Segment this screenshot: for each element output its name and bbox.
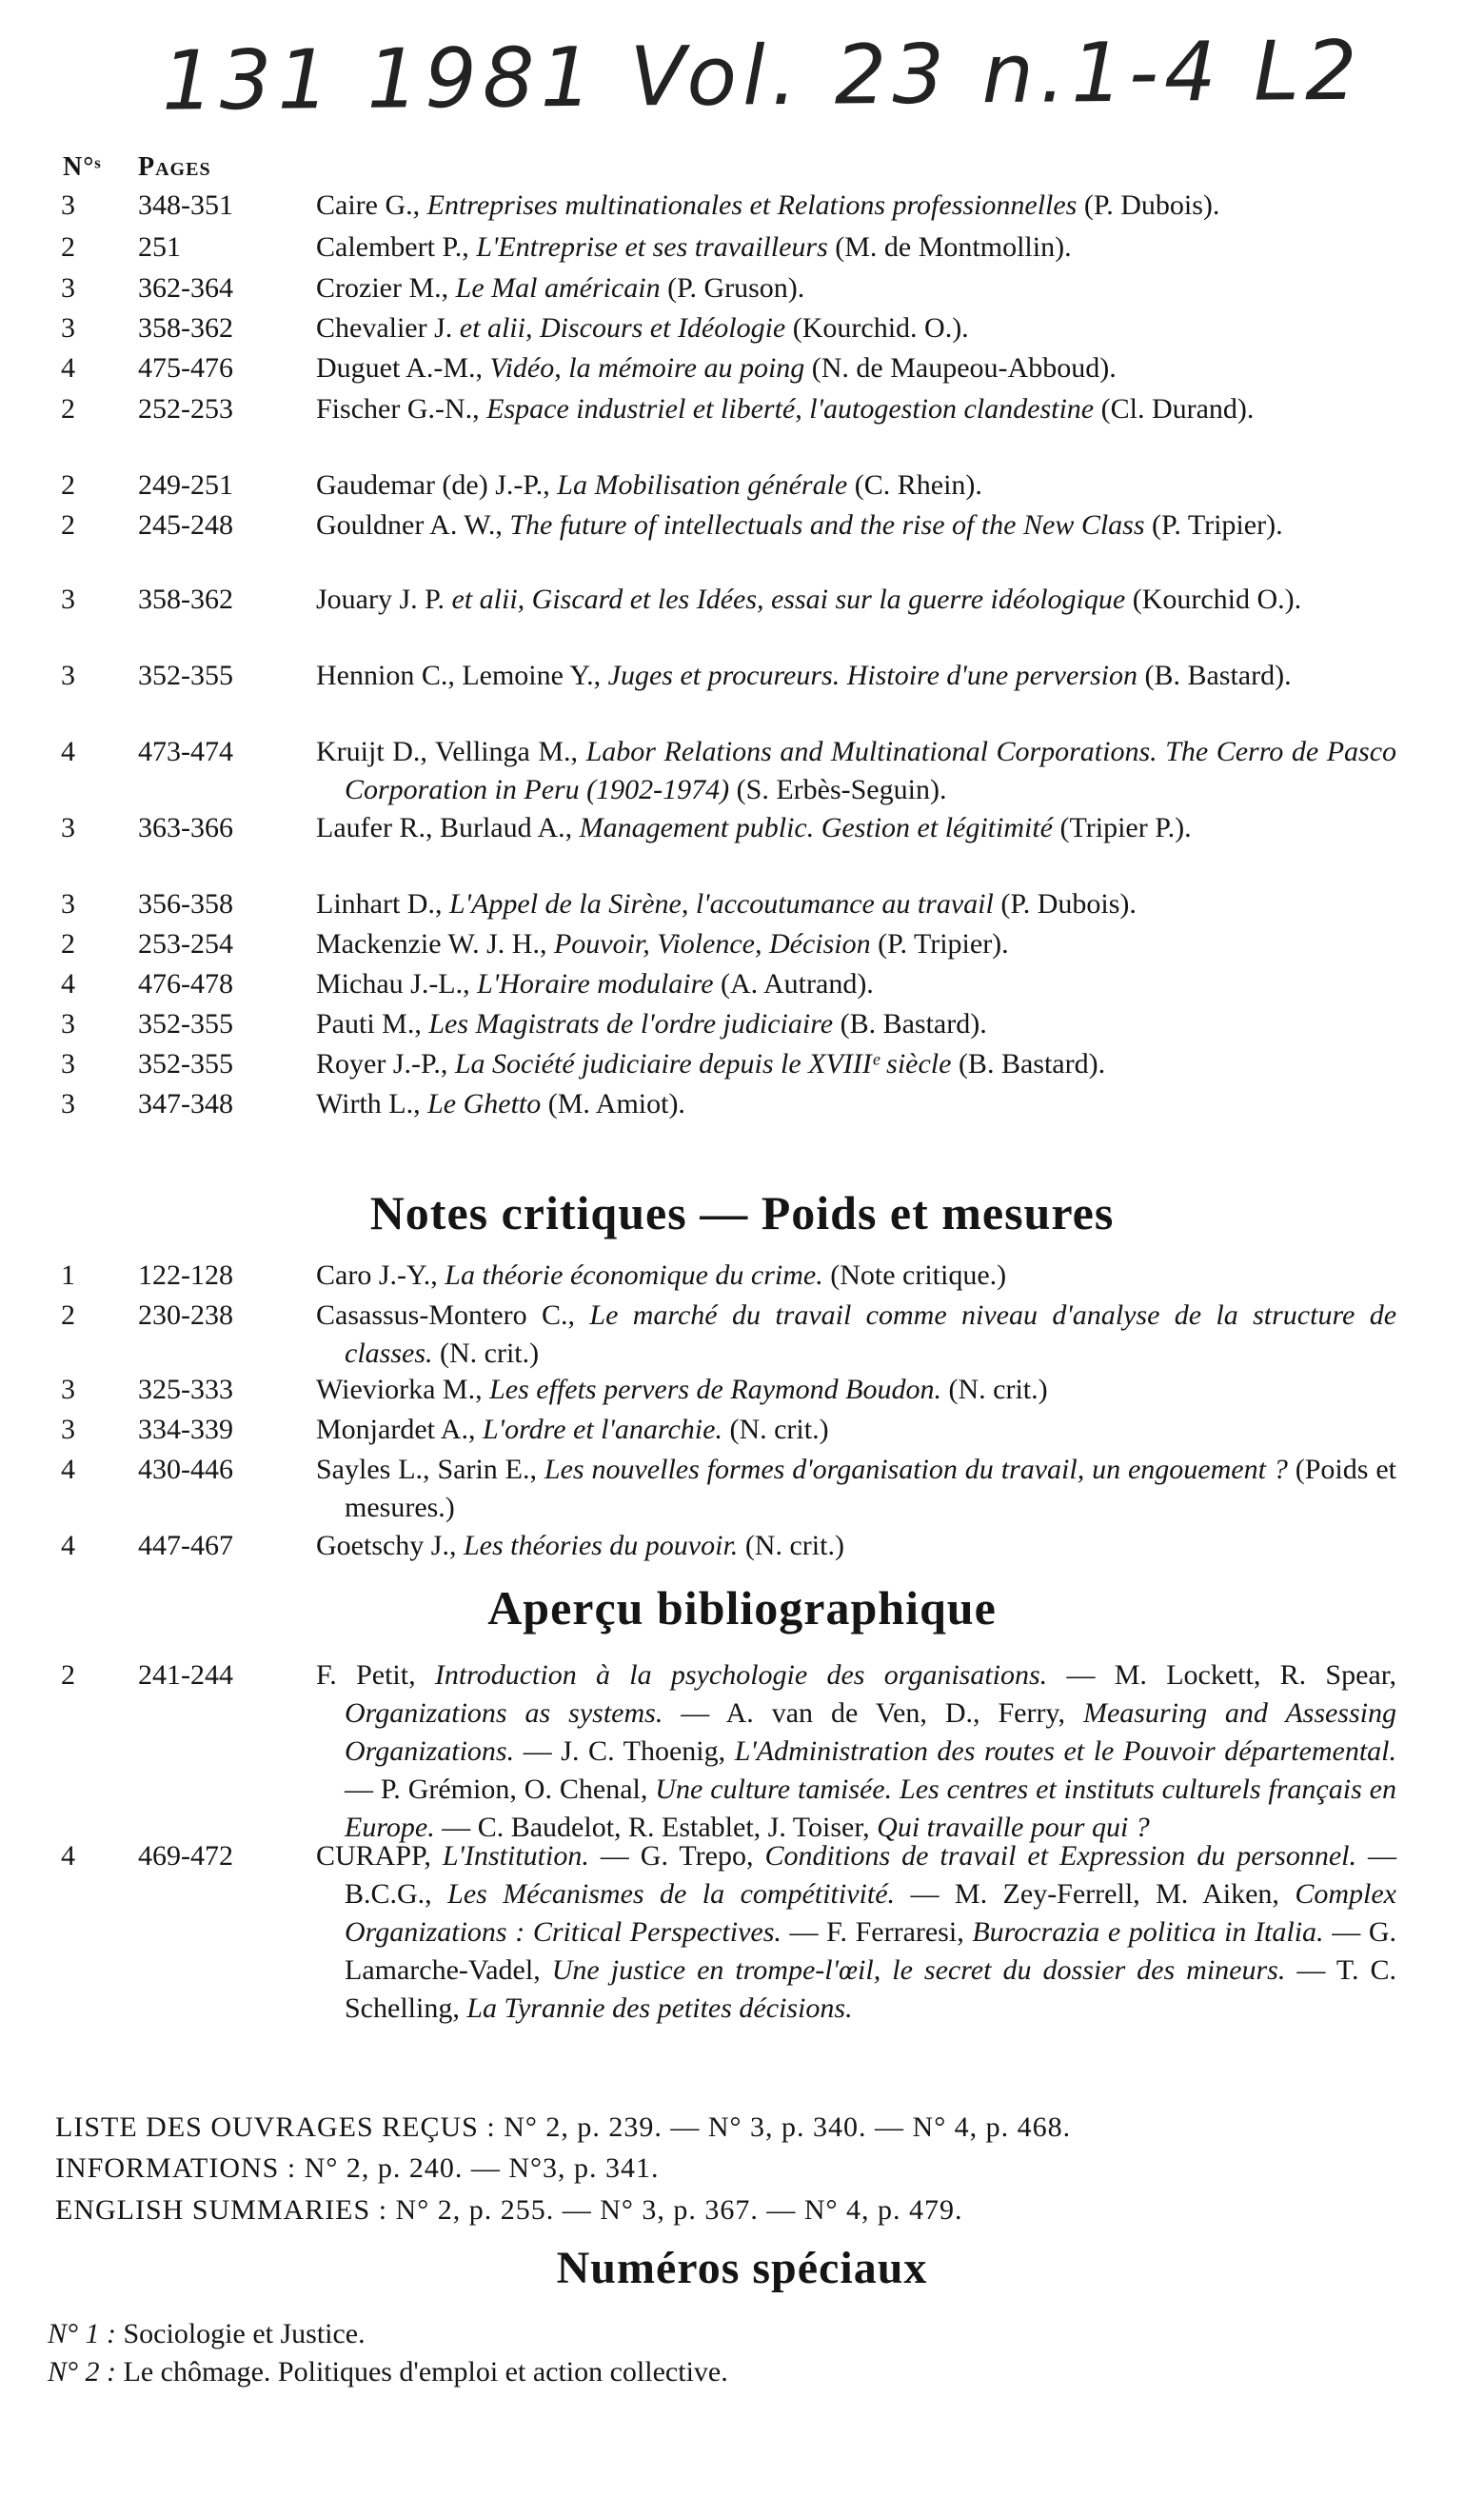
work-title: Les Magistrats de l'ordre judiciaire [428, 1008, 834, 1040]
work-title: La théorie économique du crime. [445, 1259, 823, 1291]
issue-number: 3 [61, 1088, 75, 1120]
author-name: Wirth L., [316, 1088, 428, 1120]
issue-number: 3 [61, 1048, 75, 1080]
author-name: Pauti M., [316, 1008, 429, 1040]
issue-number: 4 [61, 1840, 75, 1872]
work-title: Une justice en trompe-l'œil, le secret du dossier des mineurs. [551, 1954, 1286, 1986]
page-range: 122-128 [138, 1259, 233, 1291]
work-title: et alii, Giscard et les Idées, essai sur la guerre idéologique [451, 584, 1126, 615]
author-name: — P. Grémion, O. Chenal, [345, 1774, 656, 1805]
list-informations: INFORMATIONS : N° 2, p. 240. — N°3, p. 341. [55, 2152, 660, 2184]
author-name: Goetschy J., [316, 1530, 464, 1561]
entry-text [316, 1005, 1396, 1043]
work-title: et alii, Discours et Idéologie [459, 312, 786, 344]
work-title: Le Mal américain [455, 272, 661, 304]
column-header-pages: Pages [138, 152, 211, 182]
issue-number: 2 [61, 393, 75, 425]
author-name: — G. Lamarche-Vadel, [345, 1916, 1396, 1986]
page-range: 469-472 [138, 1840, 233, 1872]
reviewer-name: (C. Rhein). [847, 469, 982, 501]
entry-text [316, 390, 1396, 428]
issue-number: 3 [61, 272, 75, 304]
section-title-special: Numéros spéciaux [556, 2243, 928, 2293]
entry-text [316, 1371, 1396, 1409]
work-title: La Société judiciaire depuis le XVIIIᵉ siècle [454, 1048, 952, 1080]
reviewer-name: (Cl. Durand). [1094, 393, 1255, 425]
page-range: 251 [138, 231, 181, 263]
reviewer-name: (P. Gruson). [660, 272, 805, 304]
work-title: Qui travaille pour qui ? [877, 1812, 1150, 1843]
author-name: Calembert P., [316, 231, 477, 263]
entry-text [316, 965, 1396, 1003]
entry-text [316, 925, 1396, 963]
reviewer-name: (P. Dubois). [1077, 189, 1220, 221]
work-title: L'Appel de la Sirène, l'accoutumance au travail [448, 888, 994, 920]
work-title: Measuring and Assessing Organizations. [345, 1697, 1396, 1767]
page-range: 347-348 [138, 1088, 233, 1120]
special-issue-1 [48, 2315, 366, 2353]
page-range: 325-333 [138, 1374, 233, 1405]
issue-number: 4 [61, 1454, 75, 1485]
entry-text [316, 1837, 1396, 2028]
page-range: 356-358 [138, 888, 233, 920]
special-issue-label: N° 2 : [48, 2356, 116, 2388]
handwritten-annotation: 131 1981 Vol. 23 n.1-4 L2 [161, 23, 1364, 129]
entry-text [316, 1297, 1396, 1373]
work-title: Les théories du pouvoir. [463, 1530, 739, 1561]
author-name: Sayles L., Sarin E., [316, 1454, 544, 1485]
work-title: Pouvoir, Violence, Décision [553, 928, 871, 960]
reviewer-name: (N. crit.) [738, 1530, 844, 1561]
page-range: 352-355 [138, 1008, 233, 1040]
work-title: L'Horaire modulaire [477, 968, 714, 1000]
author-name: Laufer R., Burlaud A., [316, 812, 580, 843]
reviewer-name: (N. crit.) [941, 1374, 1048, 1405]
entry-text [316, 269, 1396, 307]
special-issue-2 [48, 2353, 728, 2391]
work-title: Conditions de travail et Expression du personnel. [764, 1840, 1357, 1872]
issue-number: 3 [61, 660, 75, 691]
page-range: 252-253 [138, 393, 233, 425]
reviewer-name: (B. Bastard). [951, 1048, 1106, 1080]
work-title: Les effets pervers de Raymond Boudon. [489, 1374, 941, 1405]
author-name: F. Petit, [316, 1659, 435, 1691]
author-name: CURAPP, [316, 1840, 443, 1872]
reviewer-name: (Tripier P.). [1053, 812, 1192, 843]
page-range: 334-339 [138, 1414, 233, 1445]
author-name: Monjardet A., [316, 1414, 483, 1445]
page-range: 348-351 [138, 189, 233, 221]
work-title: L'Institution. [442, 1840, 589, 1872]
author-name: — C. Baudelot, R. Establet, J. Toiser, [434, 1812, 878, 1843]
issue-number: 3 [61, 584, 75, 615]
work-title: L'Administration des routes et le Pouvoir départemental. [734, 1735, 1397, 1767]
work-title: La Mobilisation générale [557, 469, 848, 501]
issue-number: 2 [61, 928, 75, 960]
work-title: Le Ghetto [427, 1088, 542, 1120]
author-name: — B.C.G., [345, 1840, 1396, 1910]
issue-number: 3 [61, 1008, 75, 1040]
issue-number: 2 [61, 509, 75, 541]
entry-text [316, 228, 1396, 267]
author-name: Duguet A.-M., [316, 352, 490, 384]
issue-number: 2 [61, 469, 75, 501]
entry-text [316, 1257, 1396, 1295]
entry-text [316, 309, 1396, 347]
reviewer-name: (N. crit.) [432, 1338, 540, 1369]
reviewer-name: (Note critique.) [822, 1259, 1007, 1291]
reviewer-name: (P. Tripier). [1144, 509, 1283, 541]
entry-text [316, 1045, 1396, 1083]
author-name: Gouldner A. W., [316, 509, 510, 541]
work-title: La Tyrannie des petites décisions. [466, 1992, 853, 2024]
author-name: Mackenzie W. J. H., [316, 928, 554, 960]
work-title: Management public. Gestion et légitimité [579, 812, 1053, 843]
entry-text [316, 1085, 1396, 1123]
author-name: — F. Ferraresi, [781, 1916, 973, 1948]
issue-number: 3 [61, 1414, 75, 1445]
page-range: 253-254 [138, 928, 233, 960]
page-range: 362-364 [138, 272, 233, 304]
issue-number: 1 [61, 1259, 75, 1291]
work-title: Les Mécanismes de la compétitivité. [447, 1878, 896, 1910]
entry-text [316, 1451, 1396, 1527]
work-title: Juges et procureurs. Histoire d'une perversion [607, 660, 1138, 691]
work-title: Entreprises multinationales et Relations professionnelles [426, 189, 1078, 221]
issue-number: 3 [61, 812, 75, 843]
entry-text [316, 506, 1396, 545]
page-range: 476-478 [138, 968, 233, 1000]
reviewer-name: (Kourchid. O.). [785, 312, 969, 344]
list-english-summaries: ENGLISH SUMMARIES : N° 2, p. 255. — N° 3, p. 367. — N° 4, p. 479. [55, 2194, 963, 2226]
issue-number: 4 [61, 352, 75, 384]
reviewer-name: (Poids et mesures.) [345, 1454, 1396, 1523]
reviewer-name: (S. Erbès-Seguin). [729, 774, 947, 805]
author-name: Caro J.-Y., [316, 1259, 445, 1291]
page-range: 358-362 [138, 312, 233, 344]
author-name: Jouary J. P. [316, 584, 452, 615]
page-range: 230-238 [138, 1299, 233, 1331]
reviewer-name: (P. Tripier). [870, 928, 1009, 960]
author-name: — J. C. Thoenig, [514, 1735, 735, 1767]
author-name: Royer J.-P., [316, 1048, 455, 1080]
page-range: 249-251 [138, 469, 233, 501]
work-title: Vidéo, la mémoire au poing [489, 352, 805, 384]
author-name: Linhart D., [316, 888, 449, 920]
special-issue-text: Sociologie et Justice. [116, 2318, 366, 2349]
issue-number: 3 [61, 312, 75, 344]
reviewer-name: (P. Dubois). [993, 888, 1137, 920]
issue-number: 4 [61, 968, 75, 1000]
reviewer-name: (N. crit.) [722, 1414, 829, 1445]
author-name: Crozier M., [316, 272, 456, 304]
section-title-notes: Notes critiques — Poids et mesures [369, 1186, 1115, 1239]
page-range: 245-248 [138, 509, 233, 541]
reviewer-name: (M. Amiot). [541, 1088, 685, 1120]
work-title: L'ordre et l'anarchie. [482, 1414, 722, 1445]
work-title: Labor Relations and Multinational Corporations. The Cerro de Pasco Corporation in Peru (1902-1974) [345, 736, 1397, 805]
entry-text [316, 1656, 1396, 1847]
page-range: 358-362 [138, 584, 233, 615]
page-range: 352-355 [138, 660, 233, 691]
author-name: Caire G., [316, 189, 427, 221]
issue-number: 4 [61, 736, 75, 767]
entry-text [316, 885, 1396, 923]
work-title: Une culture tamisée. Les centres et instituts culturels français en Europe. [345, 1774, 1397, 1843]
work-title: The future of intellectuals and the rise of the New Class [509, 509, 1145, 541]
entry-text [316, 733, 1396, 809]
issue-number: 2 [61, 231, 75, 263]
author-name: — T. C. Schelling, [345, 1954, 1396, 2024]
entry-text [316, 581, 1396, 619]
reviewer-name: (Kourchid O.). [1125, 584, 1302, 615]
author-name: — A. van de Ven, D., Ferry, [663, 1697, 1083, 1729]
work-title: Burocrazia e politica in Italia. [972, 1916, 1324, 1948]
page-range: 447-467 [138, 1530, 233, 1561]
page-range: 430-446 [138, 1454, 233, 1485]
author-name: Gaudemar (de) J.-P., [316, 469, 558, 501]
issue-number: 3 [61, 1374, 75, 1405]
entry-text [316, 187, 1396, 225]
list-received-works: LISTE DES OUVRAGES REÇUS : N° 2, p. 239. — N° 3, p. 340. — N° 4, p. 468. [55, 2111, 1072, 2143]
page-range: 363-366 [138, 812, 233, 843]
page-range: 473-474 [138, 736, 233, 767]
author-name: — M. Zey-Ferrell, M. Aiken, [895, 1878, 1296, 1910]
reviewer-name: (B. Bastard). [1137, 660, 1292, 691]
work-title: L'Entreprise et ses travailleurs [476, 231, 828, 263]
author-name: Fischer G.-N., [316, 393, 487, 425]
entry-text [316, 349, 1396, 387]
work-title: Espace industriel et liberté, l'autogestion clandestine [486, 393, 1095, 425]
issue-number: 2 [61, 1659, 75, 1691]
author-name: — G. Trepo, [588, 1840, 765, 1872]
page-range: 352-355 [138, 1048, 233, 1080]
author-name: Wieviorka M., [316, 1374, 490, 1405]
reviewer-name: (N. de Maupeou-Abboud). [804, 352, 1117, 384]
work-title: Le marché du travail comme niveau d'analyse de la structure de classes. [345, 1299, 1397, 1369]
work-title: Complex Organizations : Critical Perspectives. [345, 1878, 1396, 1948]
entry-text [316, 466, 1396, 505]
entry-text [316, 1527, 1396, 1565]
entry-text [316, 809, 1396, 847]
issue-number: 3 [61, 888, 75, 920]
author-name: Casassus-Montero C., [316, 1299, 590, 1331]
section-title-biblio: Aperçu bibliographique [487, 1581, 997, 1635]
work-title: Les nouvelles formes d'organisation du travail, un engouement ? [544, 1454, 1288, 1485]
reviewer-name: (A. Autrand). [713, 968, 874, 1000]
special-issue-text: Le chômage. Politiques d'emploi et action collective. [116, 2356, 728, 2388]
entry-text [316, 1411, 1396, 1449]
issue-number: 2 [61, 1299, 75, 1331]
author-name: Michau J.-L., [316, 968, 478, 1000]
author-name: — M. Lockett, R. Spear, [1047, 1659, 1396, 1691]
issue-number: 4 [61, 1530, 75, 1561]
reviewer-name: (B. Bastard). [833, 1008, 987, 1040]
page-range: 475-476 [138, 352, 233, 384]
page-range: 241-244 [138, 1659, 233, 1691]
author-name: Hennion C., Lemoine Y., [316, 660, 608, 691]
column-header-numbers: N°ˢ [63, 152, 102, 182]
work-title: Organizations as systems. [345, 1697, 663, 1729]
reviewer-name: (M. de Montmollin). [827, 231, 1072, 263]
work-title: Introduction à la psychologie des organisations. [434, 1659, 1048, 1691]
entry-text [316, 657, 1396, 695]
special-issue-label: N° 1 : [48, 2318, 116, 2349]
issue-number: 3 [61, 189, 75, 221]
author-name: Kruijt D., Vellinga M., [316, 736, 586, 767]
author-name: Chevalier J. [316, 312, 460, 344]
